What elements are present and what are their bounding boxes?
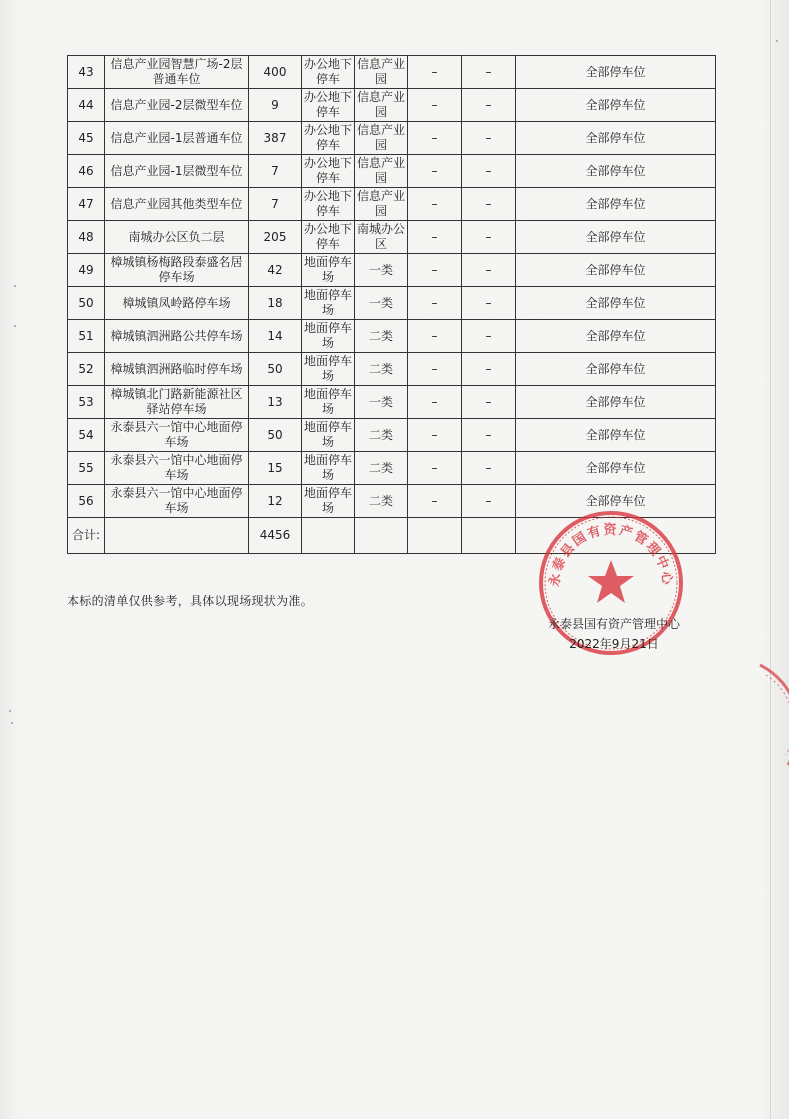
lot-type: 地面停车场	[302, 386, 355, 419]
empty-col: –	[462, 56, 516, 89]
lot-category: 二类	[355, 353, 408, 386]
space-count: 15	[249, 452, 302, 485]
empty-col: –	[408, 485, 462, 518]
empty-col: –	[462, 452, 516, 485]
lot-name: 樟城镇泗洲路公共停车场	[105, 320, 249, 353]
row-number: 52	[68, 353, 105, 386]
lot-type: 办公地下停车	[302, 188, 355, 221]
space-count: 50	[249, 419, 302, 452]
empty-col: –	[408, 386, 462, 419]
table-row	[68, 188, 716, 221]
lot-type: 办公地下停车	[302, 221, 355, 254]
row-number: 51	[68, 320, 105, 353]
empty-col: –	[462, 155, 516, 188]
lot-type: 办公地下停车	[302, 155, 355, 188]
empty-col: –	[408, 419, 462, 452]
row-number: 49	[68, 254, 105, 287]
space-count: 7	[249, 155, 302, 188]
space-count: 387	[249, 122, 302, 155]
lot-name: 信息产业园其他类型车位	[105, 188, 249, 221]
table-row	[68, 419, 716, 452]
issuer-block	[534, 614, 694, 654]
row-number: 56	[68, 485, 105, 518]
empty-cell	[105, 518, 249, 554]
empty-col: –	[408, 254, 462, 287]
seal-star-icon	[588, 560, 634, 603]
lot-type: 地面停车场	[302, 320, 355, 353]
scope-cell: 全部停车位	[516, 452, 716, 485]
lot-name: 樟城镇杨梅路段泰盛名居停车场	[105, 254, 249, 287]
scope-cell: 全部停车位	[516, 419, 716, 452]
row-number: 50	[68, 287, 105, 320]
empty-col: –	[408, 452, 462, 485]
lot-category: 二类	[355, 452, 408, 485]
scan-speck	[14, 325, 16, 327]
space-count: 12	[249, 485, 302, 518]
empty-col: –	[462, 89, 516, 122]
empty-col: –	[462, 254, 516, 287]
lot-type: 办公地下停车	[302, 56, 355, 89]
empty-col: –	[462, 188, 516, 221]
space-count: 205	[249, 221, 302, 254]
lot-type: 地面停车场	[302, 353, 355, 386]
space-count: 14	[249, 320, 302, 353]
lot-category: 二类	[355, 419, 408, 452]
total-label: 合计:	[68, 518, 105, 554]
issue-date: 2022年9月21日	[569, 637, 659, 651]
space-count: 7	[249, 188, 302, 221]
table-row	[68, 122, 716, 155]
total-count: 4456	[249, 518, 302, 554]
scope-cell: 全部停车位	[516, 221, 716, 254]
lot-name: 永泰县六一馆中心地面停车场	[105, 419, 249, 452]
scope-cell: 全部停车位	[516, 386, 716, 419]
parking-lot-table	[67, 55, 716, 554]
scope-cell: 全部停车位	[516, 485, 716, 518]
table-row	[68, 56, 716, 89]
table-row	[68, 155, 716, 188]
empty-col: –	[462, 122, 516, 155]
row-number: 44	[68, 89, 105, 122]
empty-col: –	[408, 188, 462, 221]
scope-cell: 全部停车位	[516, 155, 716, 188]
empty-col: –	[462, 287, 516, 320]
lot-category: 一类	[355, 254, 408, 287]
table-row	[68, 221, 716, 254]
lot-type: 地面停车场	[302, 287, 355, 320]
scan-speck	[776, 40, 778, 42]
scope-cell: 全部停车位	[516, 89, 716, 122]
scan-speck	[11, 722, 13, 724]
lot-type: 地面停车场	[302, 419, 355, 452]
table-row	[68, 287, 716, 320]
scope-cell: 全部停车位	[516, 287, 716, 320]
empty-col: –	[408, 287, 462, 320]
scope-cell: 全部停车位	[516, 254, 716, 287]
lot-name: 信息产业园-1层普通车位	[105, 122, 249, 155]
table-row	[68, 353, 716, 386]
space-count: 50	[249, 353, 302, 386]
lot-type: 办公地下停车	[302, 89, 355, 122]
table-row	[68, 320, 716, 353]
empty-col: –	[408, 320, 462, 353]
space-count: 13	[249, 386, 302, 419]
row-number: 48	[68, 221, 105, 254]
table-row	[68, 254, 716, 287]
scope-cell: 全部停车位	[516, 353, 716, 386]
row-number: 55	[68, 452, 105, 485]
page-edge-line	[770, 0, 771, 1119]
table-row	[68, 386, 716, 419]
lot-category: 南城办公区	[355, 221, 408, 254]
lot-name: 樟城镇凤岭路停车场	[105, 287, 249, 320]
scope-cell: 全部停车位	[516, 188, 716, 221]
scan-speck	[9, 710, 11, 712]
empty-cell	[462, 518, 516, 554]
issuer-org: 永泰县国有资产管理中心	[547, 617, 680, 631]
empty-col: –	[408, 89, 462, 122]
lot-category: 信息产业园	[355, 122, 408, 155]
lot-category: 信息产业园	[355, 89, 408, 122]
lot-category: 一类	[355, 386, 408, 419]
lot-category: 信息产业园	[355, 155, 408, 188]
empty-col: –	[408, 353, 462, 386]
lot-name: 信息产业园-2层微型车位	[105, 89, 249, 122]
row-number: 46	[68, 155, 105, 188]
lot-category: 一类	[355, 287, 408, 320]
lot-category: 信息产业园	[355, 56, 408, 89]
row-number: 47	[68, 188, 105, 221]
row-number: 53	[68, 386, 105, 419]
lot-name: 永泰县六一馆中心地面停车场	[105, 452, 249, 485]
empty-cell	[408, 518, 462, 554]
empty-cell	[302, 518, 355, 554]
lot-type: 地面停车场	[302, 254, 355, 287]
lot-category: 二类	[355, 320, 408, 353]
empty-cell	[355, 518, 408, 554]
space-count: 9	[249, 89, 302, 122]
empty-col: –	[462, 353, 516, 386]
scope-cell: 全部停车位	[516, 56, 716, 89]
space-count: 42	[249, 254, 302, 287]
empty-col: –	[462, 221, 516, 254]
lot-name: 信息产业园智慧广场-2层普通车位	[105, 56, 249, 89]
empty-col: –	[408, 221, 462, 254]
empty-col: –	[462, 485, 516, 518]
lot-category: 信息产业园	[355, 188, 408, 221]
lot-category: 二类	[355, 485, 408, 518]
lot-name: 樟城镇北门路新能源社区驿站停车场	[105, 386, 249, 419]
lot-name: 南城办公区负二层	[105, 221, 249, 254]
empty-col: –	[462, 320, 516, 353]
space-count: 400	[249, 56, 302, 89]
empty-col: –	[408, 155, 462, 188]
reference-note: 本标的清单仅供参考，具体以现场现状为准。	[67, 594, 314, 608]
table-row	[68, 89, 716, 122]
row-number: 43	[68, 56, 105, 89]
scan-speck	[14, 285, 16, 287]
empty-col: –	[462, 419, 516, 452]
scope-cell: 全部停车位	[516, 122, 716, 155]
lot-name: 樟城镇泗洲路临时停车场	[105, 353, 249, 386]
partial-seal-edge	[750, 660, 789, 770]
table-row	[68, 452, 716, 485]
lot-type: 地面停车场	[302, 452, 355, 485]
scope-cell: 全部停车位	[516, 320, 716, 353]
row-number: 45	[68, 122, 105, 155]
lot-name: 永泰县六一馆中心地面停车场	[105, 485, 249, 518]
lot-type: 办公地下停车	[302, 122, 355, 155]
table-body	[68, 56, 716, 554]
empty-col: –	[462, 386, 516, 419]
row-number: 54	[68, 419, 105, 452]
seal-text: 永泰县国有资产管理中心	[547, 522, 675, 588]
empty-col: –	[408, 122, 462, 155]
lot-type: 地面停车场	[302, 485, 355, 518]
lot-name: 信息产业园-1层微型车位	[105, 155, 249, 188]
space-count: 18	[249, 287, 302, 320]
empty-col: –	[408, 56, 462, 89]
